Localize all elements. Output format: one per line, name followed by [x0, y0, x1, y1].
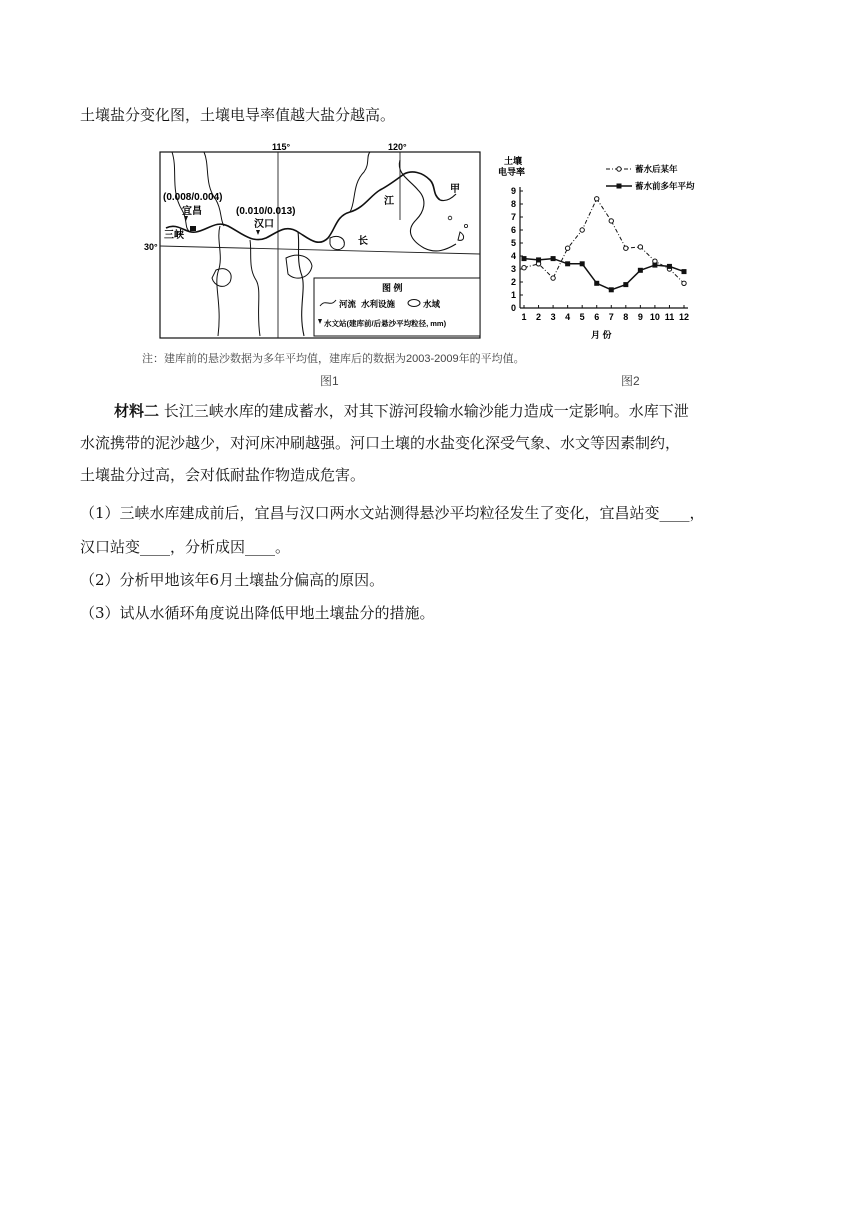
figure-1-map [144, 140, 482, 340]
series-before-line [524, 259, 684, 290]
tributary-2 [217, 226, 220, 336]
figure-1-caption: 图1 [320, 374, 339, 388]
yichang-label: 宜昌 [182, 206, 202, 217]
island-1 [458, 232, 464, 240]
series-before-point [551, 256, 556, 261]
lon-120-label: 120° [388, 142, 407, 152]
jia-label: 甲 [450, 184, 460, 195]
lake-2 [330, 236, 344, 249]
legend-facility: 水利设施 [361, 299, 396, 309]
y-tick-label: 1 [511, 290, 517, 300]
series-before-point [609, 287, 614, 292]
series-after-point [595, 197, 599, 201]
x-tick-label: 4 [565, 312, 571, 322]
island-2 [448, 216, 452, 220]
legend-after-marker [617, 167, 621, 171]
series-after-line [524, 199, 684, 283]
question-2: （2）分析甲地该年6月土壤盐分偏高的原因。 [80, 571, 385, 589]
y-tick-label: 9 [511, 186, 517, 196]
y-tick-label: 5 [511, 238, 517, 248]
y-tick-label: 4 [511, 251, 517, 261]
x-tick-label: 9 [637, 312, 643, 322]
chart-axes [511, 186, 689, 322]
series-before-point [565, 261, 570, 266]
figure-note: 注：建库前的悬沙数据为多年平均值，建库后的数据为2003-2009年的平均值。 [142, 353, 525, 365]
series-before-point [682, 269, 687, 274]
y-tick-label: 8 [511, 199, 517, 209]
y-tick-label: 7 [511, 212, 517, 222]
series-after-point [551, 276, 555, 280]
dam-symbol [190, 226, 196, 231]
x-tick-label: 6 [594, 312, 600, 322]
series-after-point [565, 246, 569, 250]
x-tick-label: 2 [536, 312, 542, 322]
y-tick-label: 3 [511, 264, 517, 274]
chang-label: 长 [358, 236, 368, 247]
x-tick-label: 3 [550, 312, 556, 322]
material-2-line-2: 水流携带的泥沙越少，对河床冲刷越强。河口土壤的水盐变化深受气象、水文等因素制约， [80, 434, 681, 452]
map-legend [314, 278, 480, 336]
legend-title: 图 例 [382, 283, 403, 293]
x-tick-label: 8 [623, 312, 629, 322]
y-axis-label-line1: 土壤 [504, 156, 523, 166]
tributary-1 [298, 232, 304, 336]
yangtze-river [166, 172, 440, 242]
legend-river: 河流 [339, 299, 357, 309]
y-axis-label-line2: 电导率 [498, 167, 526, 177]
jiang-label: 江 [384, 196, 394, 207]
hankou-label: 汉口 [254, 219, 274, 230]
series-before-point [536, 257, 541, 262]
legend-before-marker [617, 184, 622, 189]
series-before-point [652, 263, 657, 268]
coastline [399, 160, 456, 251]
island-3 [464, 224, 467, 227]
material-2-line-1 [114, 401, 689, 421]
hankou-values-label: (0.010/0.013) [236, 206, 296, 217]
series-before-point [638, 268, 643, 273]
series-after-point [522, 266, 526, 270]
tributary-3 [250, 240, 260, 336]
series-after-point [638, 245, 642, 249]
figure-2-chart [498, 156, 728, 342]
x-tick-label: 1 [521, 312, 527, 322]
chart-series [522, 197, 687, 293]
x-tick-label: 12 [678, 312, 690, 322]
tributary-6 [350, 152, 370, 212]
x-tick-label: 7 [608, 312, 614, 322]
y-tick-label: 6 [511, 225, 517, 235]
series-after-point [609, 219, 613, 223]
series-before-point [623, 282, 628, 287]
series-after-point [624, 246, 628, 250]
series-before-point [594, 281, 599, 286]
x-tick-label: 11 [664, 312, 675, 322]
question-1-line-2: 汉口站变____，分析成因____。 [80, 538, 291, 556]
figure-2-caption: 图2 [621, 374, 640, 388]
legend-water: 水域 [423, 299, 441, 309]
legend-station: 水文站(建库前/后悬沙平均粒径, mm) [324, 319, 447, 328]
x-axis-label: 月 份 [591, 330, 612, 340]
material-2-label: 材料二 [114, 402, 160, 420]
hankou-station-icon [256, 230, 260, 235]
lon-115-label: 115° [272, 142, 291, 152]
latitude-30-line [160, 246, 480, 254]
series-after-point [682, 281, 686, 285]
chart-legend [606, 164, 695, 191]
tributary-5 [204, 152, 224, 226]
yichang-values-label: (0.008/0.004) [163, 192, 223, 203]
x-tick-label: 5 [579, 312, 585, 322]
lake-3 [212, 269, 231, 287]
intro-line: 土壤盐分变化图，土壤电导率值越大盐分越高。 [80, 106, 396, 124]
series-before-point [522, 256, 527, 261]
material-2-line-3: 土壤盐分过高，会对低耐盐作物造成危害。 [80, 466, 366, 484]
material-2-text: 长江三峡水库的建成蓄水，对其下游河段输水输沙能力造成一定影响。水库下泄 [163, 402, 689, 420]
question-1-line-1: （1）三峡水库建成前后，宜昌与汉口两水文站测得悬沙平均粒径发生了变化，宜昌站变____， [80, 504, 705, 522]
series-before-point [667, 264, 672, 269]
x-tick-label: 10 [649, 312, 660, 322]
question-3: （3）试从水循环角度说出降低甲地土壤盐分的措施。 [80, 604, 435, 622]
sanxia-label: 三峡 [164, 230, 184, 241]
y-tick-label: 2 [511, 277, 517, 287]
legend-after-label: 蓄水后某年 [635, 164, 678, 174]
legend-before-label: 蓄水前多年平均 [635, 181, 695, 191]
series-before-point [580, 261, 585, 266]
series-after-point [580, 228, 584, 232]
lat-30-label: 30° [144, 242, 158, 252]
y-tick-label: 0 [511, 303, 517, 313]
